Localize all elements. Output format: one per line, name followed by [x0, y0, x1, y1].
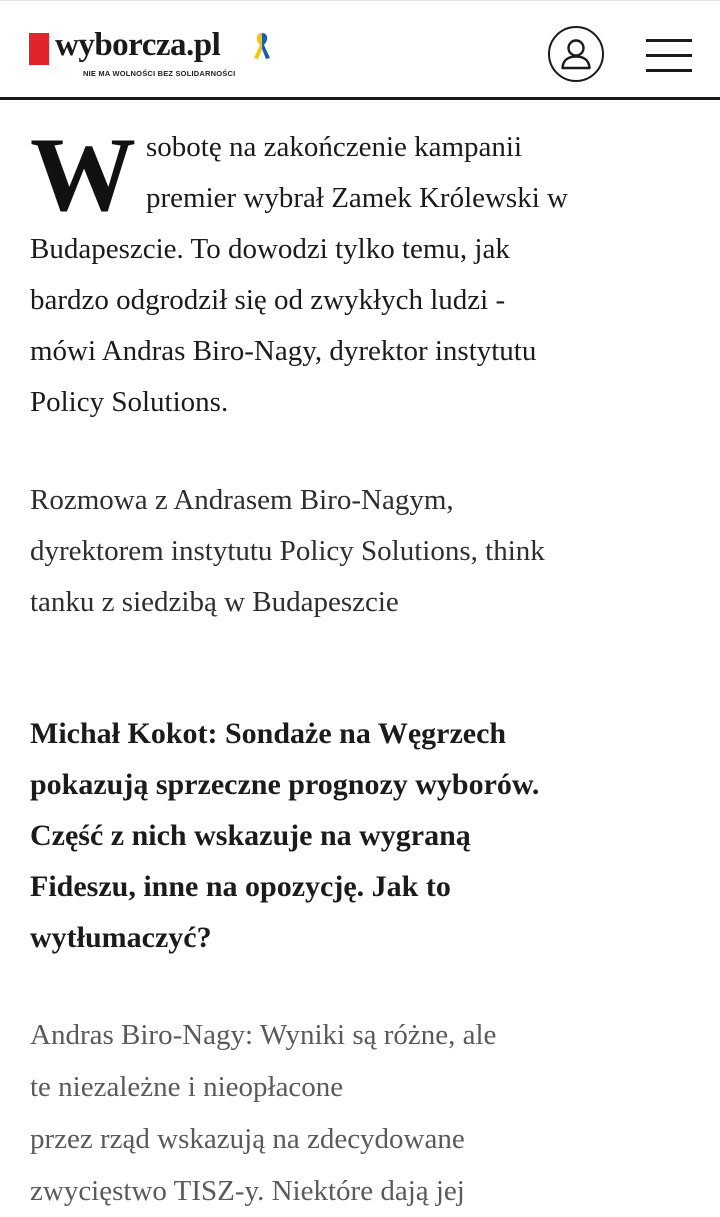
lead-line: bardzo odgrodził się od zwykłych ludzi -	[30, 284, 506, 316]
question-line: Fideszu, inne na opozycję. Jak to	[30, 870, 451, 903]
user-account-button[interactable]	[548, 26, 604, 82]
lead-line: mówi Andras Biro-Nagy, dyrektor instytutu	[30, 335, 537, 367]
question-line: Michał Kokot: Sondaże na Węgrzech	[30, 717, 507, 750]
interview-intro	[30, 475, 700, 628]
site-logo[interactable]	[29, 27, 289, 81]
ukraine-ribbon-icon	[252, 31, 272, 61]
lead-line: sobotę na zakończenie kampanii	[146, 131, 523, 163]
article-body	[30, 100, 700, 1217]
logo-tagline: NIE MA WOLNOŚCI BEZ SOLIDARNOŚCI	[83, 69, 236, 78]
lead-line: premier wybrał Zamek Królewski w	[146, 182, 568, 214]
user-icon	[559, 37, 593, 71]
hamburger-menu-icon	[646, 69, 692, 72]
hamburger-menu-icon	[646, 39, 692, 42]
drop-cap: W	[30, 116, 136, 233]
question-line: Część z nich wskazuje na wygraną	[30, 819, 471, 852]
interview-answer	[30, 1009, 700, 1217]
answer-line: te niezależne i nieopłacone	[30, 1071, 344, 1103]
logo-wordmark: wyborcza.pl	[55, 27, 221, 63]
answer-line: zwycięstwo TISZ-y. Niektóre dają jej	[30, 1175, 465, 1207]
article-lead	[30, 116, 700, 428]
logo-red-block	[29, 33, 49, 65]
answer-line: przez rząd wskazują na zdecydowane	[30, 1123, 465, 1155]
hamburger-menu-icon	[646, 54, 692, 57]
interview-question	[30, 708, 700, 963]
intro-line: dyrektorem instytutu Policy Solutions, think	[30, 535, 545, 567]
hamburger-menu-button[interactable]	[646, 39, 692, 73]
question-line: wytłumaczyć?	[30, 921, 212, 954]
answer-line: Andras Biro-Nagy: Wyniki są różne, ale	[30, 1019, 497, 1051]
intro-line: Rozmowa z Andrasem Biro-Nagym,	[30, 484, 454, 516]
intro-line: tanku z siedzibą w Budapeszcie	[30, 586, 399, 618]
lead-line: Budapeszcie. To dowodzi tylko temu, jak	[30, 233, 510, 265]
site-header	[0, 0, 720, 100]
lead-line: Policy Solutions.	[30, 386, 229, 418]
question-line: pokazują sprzeczne prognozy wyborów.	[30, 768, 540, 801]
